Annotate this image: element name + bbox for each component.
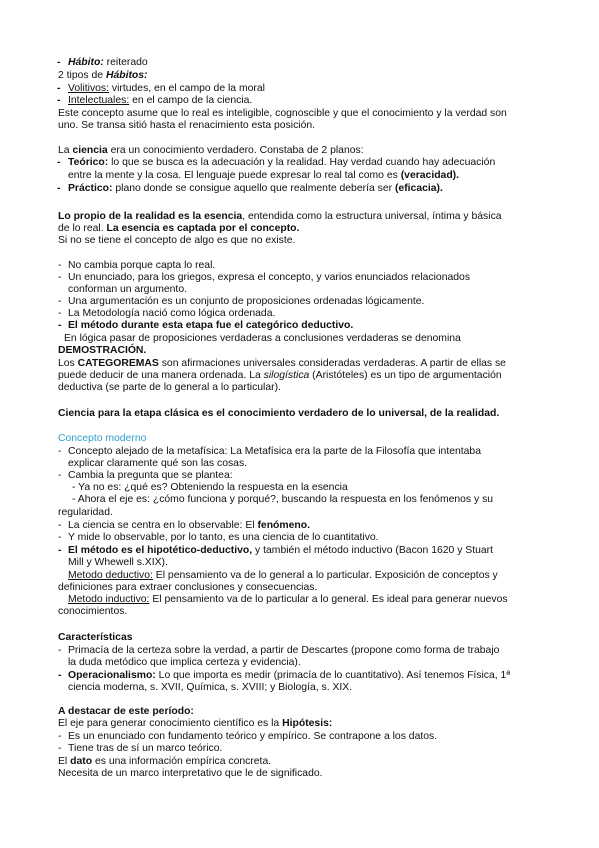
- esencia-line-1: Lo propio de la realidad es la esencia, entendida como la estructura universal, íntima y básica: [58, 211, 502, 222]
- list-item: - Cambia la pregunta que se plantea:: [58, 470, 233, 481]
- fenomeno-line: - La ciencia se centra en lo observable: El fenómeno.: [58, 520, 310, 531]
- teorico-line-2: entre la mente y la cosa. El lenguaje puede expresar lo real tal como es (veracidad).: [68, 170, 460, 181]
- tipos-line: 2 tipos de Hábitos:: [58, 70, 148, 81]
- habito-term: Hábito:: [68, 57, 104, 68]
- list-item-continuation: conforman un argumento.: [68, 284, 187, 295]
- list-item: - Tiene tras de sí un marco teórico.: [58, 743, 223, 754]
- categoremas-line-3: deductiva (se parte de lo general a lo particular).: [58, 382, 281, 393]
- metodo-categorico-line: - El método durante esta etapa fue el categórico deductivo.: [58, 320, 354, 331]
- metodo-deductivo-line-1: Metodo deductivo: El pensamiento va de lo general a lo particular. Exposición de conceptos y: [68, 570, 498, 581]
- list-item-continuation: explicar claramente qué son las cosas.: [68, 458, 248, 469]
- habito-line: - Hábito: reiterado: [57, 57, 148, 68]
- operacionalismo-line-2: ciencia moderna, s. XVII, Química, s. XVIII; y Biología, s. XIX.: [68, 682, 353, 693]
- ciencia-intro: La ciencia era un conocimiento verdadero. Constaba de 2 planos:: [58, 145, 364, 156]
- metodo-categorico-continuation: En lógica pasar de proposiciones verdaderas a conclusiones verdaderas se denomina: [64, 333, 461, 344]
- practico-line: - Práctico: plano donde se consigue aquello que realmente debería ser (eficacia).: [57, 183, 443, 194]
- metodo-hipotetico-line-1: - El método es el hipotético-deductivo, y también el método inductivo (Bacon 1620 y Stuart: [58, 545, 494, 556]
- metodo-inductivo-line-2: conocimientos.: [58, 606, 128, 617]
- demostracion-term: DEMOSTRACIÓN.: [58, 345, 147, 356]
- primacia-line-2: la duda metódico que implica certeza y evidencia).: [68, 657, 301, 668]
- operacionalismo-line-1: - Operacionalismo: Lo que importa es medir (primacía de lo cuantitativo). Así tenemos Física, 1ª: [58, 670, 511, 681]
- primacia-line-1: - Primacía de la certeza sobre la verdad, a partir de Descartes (propone como forma de trabajo: [58, 645, 500, 656]
- ciencia-clasica-statement: Ciencia para la etapa clásica es el conocimiento verdadero de lo universal, de la realidad.: [58, 408, 500, 419]
- metodo-hipotetico-line-2: Mill y Whewell s.XIX).: [68, 557, 168, 568]
- metodo-deductivo-line-2: definiciones para extraer conclusiones y consecuencias.: [58, 582, 318, 593]
- marco-line: Necesita de un marco interpretativo que le de significado.: [58, 768, 323, 779]
- sub-list-item: - Ya no es: ¿qué es? Obteniendo la respuesta en la esencia: [72, 482, 348, 493]
- categoremas-line-1: Los CATEGOREMAS son afirmaciones universales consideradas verdaderas. A partir de ellas se: [58, 358, 506, 369]
- volitivos-line: - Volitivos: virtudes, en el campo de la moral: [57, 83, 265, 94]
- list-item: - Una argumentación es un conjunto de proposiciones ordenadas lógicamente.: [58, 296, 425, 307]
- teorico-line-1: - Teórico: lo que se busca es la adecuación y la realidad. Hay verdad cuando hay adecuación: [57, 157, 496, 168]
- destacar-heading: A destacar de este período:: [58, 706, 194, 717]
- mide-line: - Y mide lo observable, por lo tanto, es una ciencia de lo cuantitativo.: [58, 532, 379, 543]
- sub-list-continuation: regularidad.: [58, 507, 113, 518]
- concepto-moderno-heading: Concepto moderno: [58, 433, 147, 444]
- esencia-line-2: de lo real. La esencia es captada por el concepto.: [58, 223, 300, 234]
- list-item: - No cambia porque capta lo real.: [58, 260, 216, 271]
- caracteristicas-heading: Características: [58, 632, 133, 643]
- categoremas-line-2: puede deducir de una manera ordenada. La silogística (Aristóteles) es un tipo de argumentación: [58, 370, 502, 381]
- dato-line: El dato es una información empírica concreta.: [58, 756, 272, 767]
- metodo-inductivo-line-1: Metodo inductivo: El pensamiento va de lo particular a lo general. Es ideal para generar nuevos: [68, 594, 508, 605]
- intelectuales-line: - Intelectuales: en el campo de la ciencia.: [57, 95, 253, 106]
- list-item: - Es un enunciado con fundamento teórico y empírico. Se contrapone a los datos.: [58, 731, 438, 742]
- concepto-paragraph-line-2: uno. Se transa sitió hasta el renacimiento esta posición.: [58, 120, 316, 131]
- list-item: - Un enunciado, para los griegos, expresa el concepto, y varios enunciados relacionados: [58, 272, 471, 283]
- esencia-line-3: Si no se tiene el concepto de algo es que no existe.: [58, 235, 296, 246]
- concepto-paragraph-line-1: Este concepto asume que lo real es inteligible, cognoscible y que el conocimiento y la verdad son: [58, 108, 507, 119]
- list-item: - Concepto alejado de la metafísica: La Metafísica era la parte de la Filosofía que intentaba: [58, 446, 481, 457]
- list-item: - La Metodología nació como lógica ordenada.: [58, 308, 276, 319]
- eje-line: El eje para generar conocimiento científico es la Hipótesis:: [58, 718, 333, 729]
- sub-list-item: - Ahora el eje es: ¿cómo funciona y porqué?, buscando la respuesta en los fenómenos y su: [72, 494, 494, 505]
